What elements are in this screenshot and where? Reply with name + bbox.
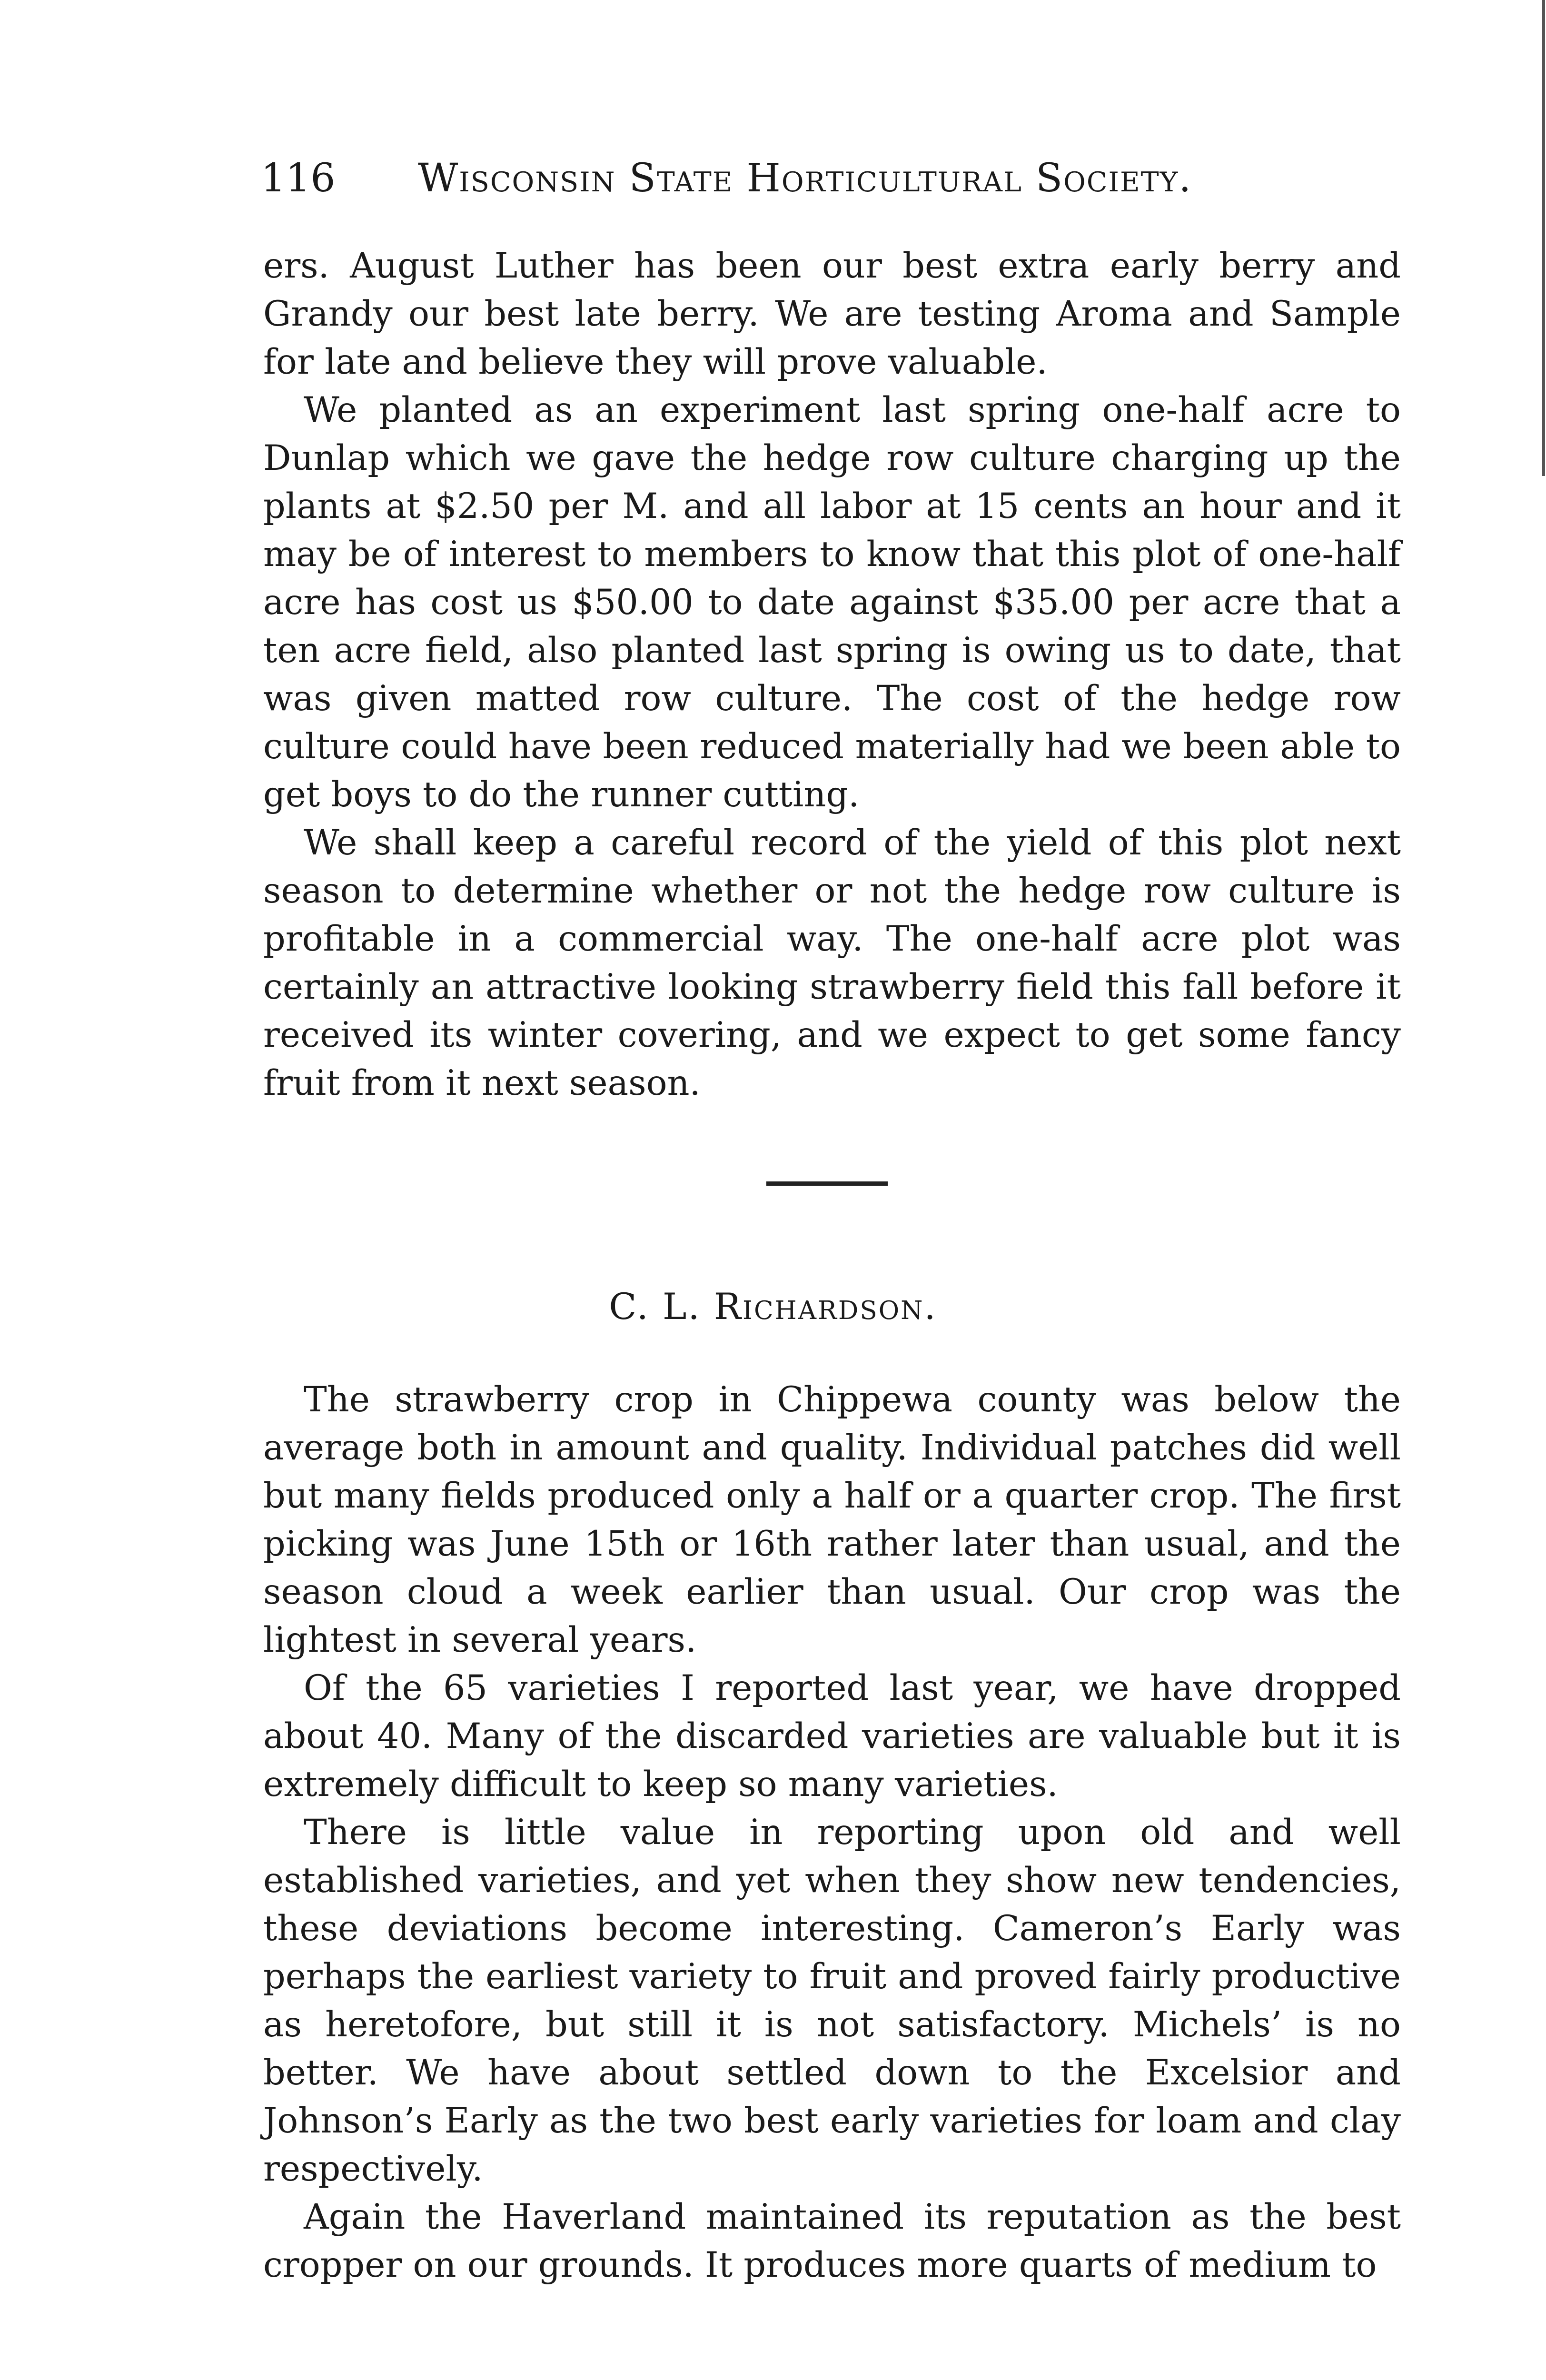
paragraph: Of the 65 varieties I reported last year, we have dropped about 40. Many of the discarded varieties are valuable but it is extremely difficult to keep so many varieties. [263, 1668, 1401, 1805]
paragraph: There is little value in reporting upon old and well established varieties, and yet when they show new tendencies, these deviations become interesting. Cameron’s Early was perhaps the earliest variety to fruit and proved fairly productive as heretofore, but still it is not satisfactory. Michels’ is no better. We have about settled down to the Excelsior and Johnson’s Early as the two best early varieties for loam and clay respectively. [263, 1812, 1401, 2189]
running-head: Wisconsin State Horticultural Society. [418, 156, 1192, 201]
page-number: 116 [261, 156, 336, 201]
paragraph: We shall keep a careful record of the yield of this plot next season to determine whether or not the hedge row culture is profitable in a commercial way. The one-half acre plot was certainly an attractive looking strawberry field this fall before it received its winter covering, and we expect to get some fancy fruit from it next season. [263, 823, 1401, 1103]
section-2-text [263, 1376, 1401, 2289]
page-header [261, 150, 1260, 207]
paragraph: ers. August Luther has been our best extra early berry and Grandy our best late berry. We are testing Aroma and Sample for late and believe they will prove valuable. [263, 246, 1401, 382]
paragraph: Again the Haverland maintained its reputation as the best cropper on our grounds. It produces more quarts of medium to [263, 2197, 1401, 2285]
paragraph: We planted as an experiment last spring one-half acre to Dunlap which we gave the hedge row culture charging up the plants at $2.50 per M. and all labor at 15 cents an hour and it may be of interest to members to know that this plot of one-half acre has cost us $50.00 to date against $35.00 per acre that a ten acre field, also planted last spring is owing us to date, that was given matted row culture. The cost of the hedge row culture could have been reduced materially had we been able to get boys to do the runner cutting. [263, 390, 1401, 815]
section-divider [766, 1181, 888, 1186]
author-heading: C. L. Richardson. [609, 1285, 937, 1328]
page-edge-shadow [1542, 0, 1545, 476]
paragraph: The strawberry crop in Chippewa county was below the average both in amount and quality. Individual patches did well but many fields produced only a half or a quarter crop. The first picking was June 15th or 16th rather later than usual, and the season cloud a week earlier than usual. Our crop was the lightest in several years. [263, 1379, 1401, 1660]
section-1-text [263, 242, 1401, 1107]
